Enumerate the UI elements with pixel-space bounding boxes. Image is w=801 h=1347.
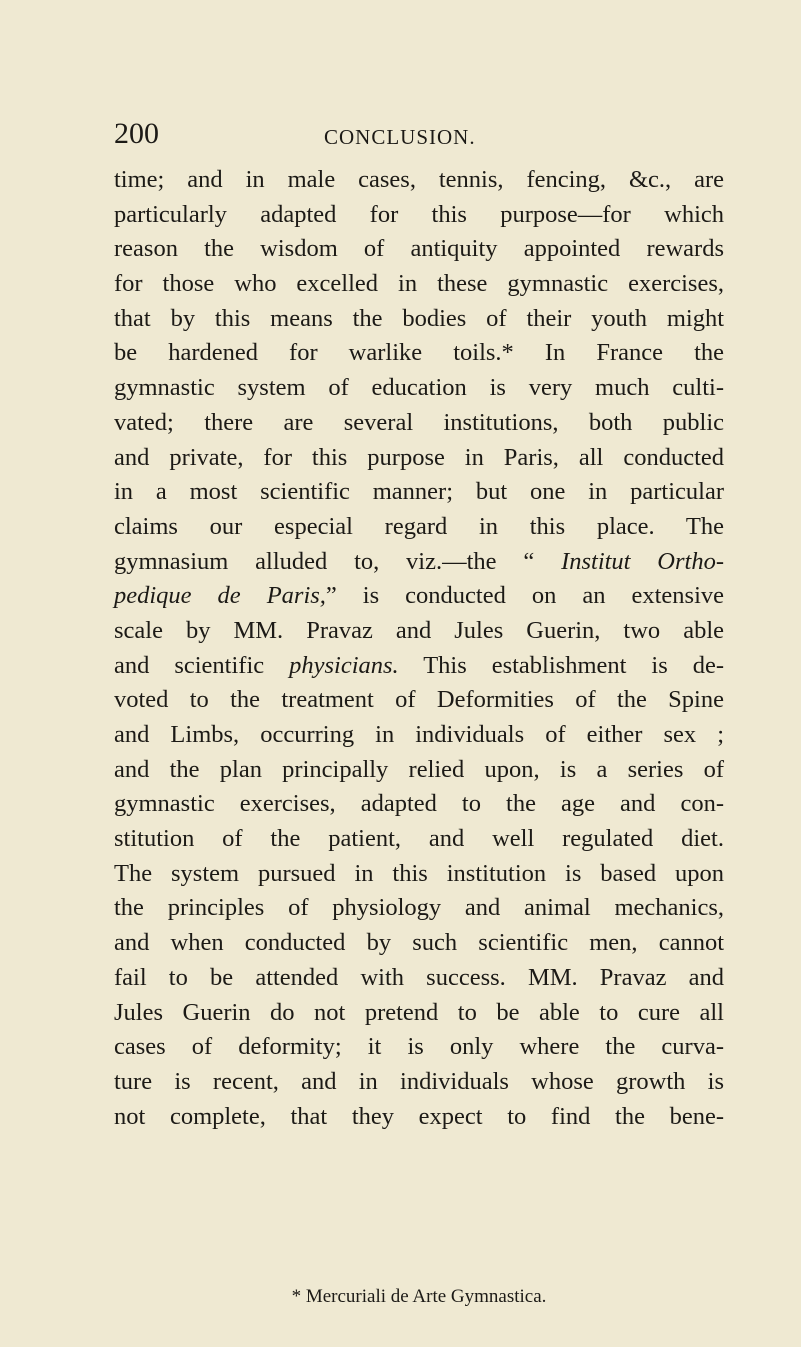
text-line: voted to the treatment of Deformities of the Spine xyxy=(114,686,724,714)
text-line-italic-mixed xyxy=(114,649,724,684)
text-line: Jules Guerin do not pretend to be able to cure all xyxy=(114,998,724,1026)
text-line: the principles of physiology and animal mechanics, xyxy=(114,894,724,922)
italic-segment: physicians. xyxy=(289,651,399,679)
italic-segment: pedique de Paris, xyxy=(114,582,326,610)
text-line: in a most scientific manner; but one in particular xyxy=(114,478,724,506)
text-line: and Limbs, occurring in individuals of either sex ; xyxy=(114,721,724,748)
text-line: The system pursued in this institution is based upon xyxy=(114,859,724,887)
text-line-italic-mixed xyxy=(114,579,724,614)
text-line: stitution of the patient, and well regulated diet. xyxy=(114,825,724,853)
text-line: for those who excelled in these gymnastic exercises, xyxy=(114,270,724,298)
text-line: cases of deformity; it is only where the curva- xyxy=(114,1033,724,1061)
text-line: time; and in male cases, tennis, fencing, &c., are xyxy=(114,166,724,193)
text-line: that by this means the bodies of their youth might xyxy=(114,304,724,332)
italic-segment: Institut Ortho- xyxy=(561,547,724,575)
page-number: 200 xyxy=(114,117,159,150)
text-line: ture is recent, and in individuals whose growth is xyxy=(114,1067,724,1095)
text-segment: gymnasium alluded to, viz.—the “ xyxy=(114,547,562,575)
running-head: CONCLUSION. xyxy=(324,125,476,149)
body-text xyxy=(114,163,724,1134)
text-line: scale by MM. Pravaz and Jules Guerin, two able xyxy=(114,616,724,644)
text-line-italic-mixed xyxy=(114,545,724,580)
text-line: and when conducted by such scientific men, cannot xyxy=(114,929,724,957)
text-segment: This establishment is de- xyxy=(398,651,725,679)
text-segment: ” is conducted on an extensive xyxy=(325,582,724,610)
footnote: * Mercuriali de Arte Gymnastica. xyxy=(291,1286,547,1307)
text-line: be hardened for warlike toils.* In France the xyxy=(114,339,724,367)
text-line: gymnastic system of education is very much culti- xyxy=(114,374,724,402)
text-line: vated; there are several institutions, both public xyxy=(114,408,724,436)
text-line: fail to be attended with success. MM. Pravaz and xyxy=(114,963,724,991)
text-line: gymnastic exercises, adapted to the age and con- xyxy=(114,790,724,818)
text-line: particularly adapted for this purpose—for which xyxy=(114,200,724,228)
text-line: claims our especial regard in this place. The xyxy=(114,512,724,540)
text-segment: and scientific xyxy=(114,651,290,679)
text-line: and the plan principally relied upon, is a series of xyxy=(114,755,724,783)
page-header xyxy=(114,114,724,154)
text-line: reason the wisdom of antiquity appointed rewards xyxy=(114,235,724,263)
text-line: and private, for this purpose in Paris, all conducted xyxy=(114,443,724,471)
text-line: not complete, that they expect to find the bene- xyxy=(114,1102,724,1130)
